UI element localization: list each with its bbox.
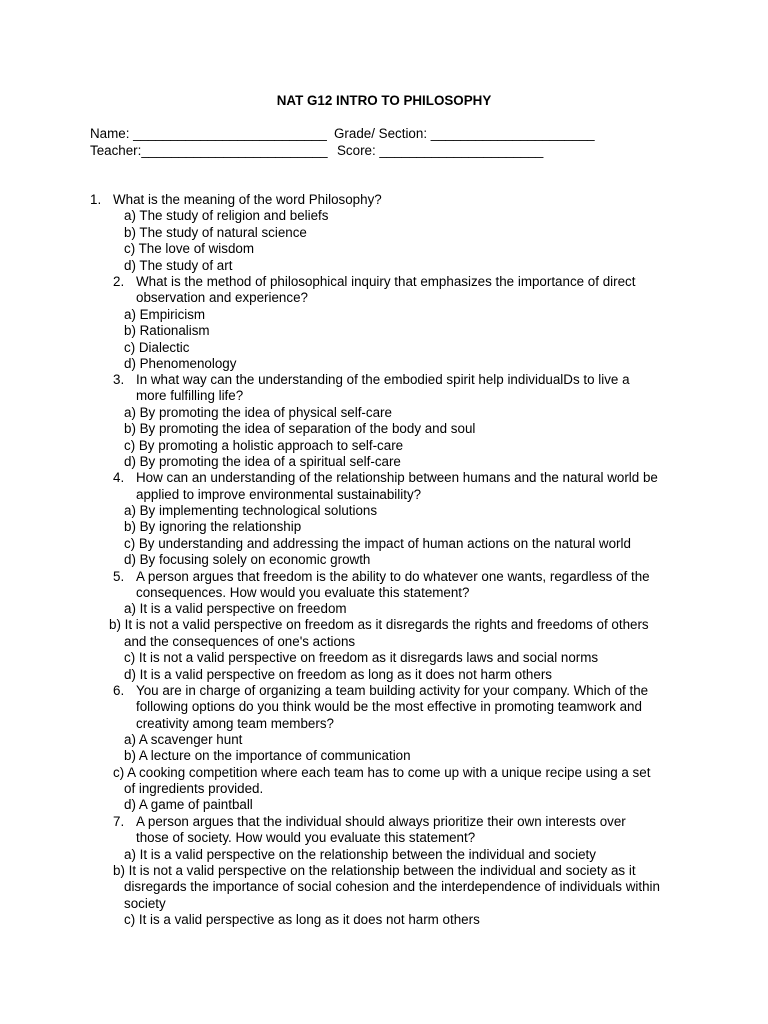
answer-option: d) By focusing solely on economic growth: [124, 552, 371, 567]
answer-option: b) Rationalism: [124, 323, 210, 338]
question-text: creativity among team members?: [136, 716, 334, 731]
answer-option: b) A lecture on the importance of communication: [124, 748, 411, 763]
question-text: How can an understanding of the relationship between humans and the natural world be: [136, 470, 658, 485]
question-number: 5.: [113, 569, 125, 584]
question-number: 7.: [113, 814, 125, 829]
question-text: What is the meaning of the word Philosophy?: [113, 192, 382, 207]
answer-option: d) Phenomenology: [124, 356, 237, 371]
answer-option: c) By understanding and addressing the impact of human actions on the natural world: [124, 536, 631, 551]
question-text: those of society. How would you evaluate this statement?: [136, 830, 476, 845]
answer-option: c) Dialectic: [124, 340, 190, 355]
question-number: 6.: [113, 683, 125, 698]
answer-option: b) The study of natural science: [124, 225, 307, 240]
answer-option: a) Empiricism: [124, 307, 206, 322]
score-field: Score: ______________________: [337, 143, 544, 158]
answer-option: and the consequences of one's actions: [124, 634, 356, 649]
answer-option: d) The study of art: [124, 258, 233, 273]
answer-option: disregards the importance of social cohesion and the interdependence of individuals within: [124, 879, 660, 894]
worksheet-title: NAT G12 INTRO TO PHILOSOPHY: [276, 93, 492, 108]
question-number: 2.: [113, 274, 125, 289]
question-number: 4.: [113, 470, 125, 485]
answer-option: b) It is not a valid perspective on the relationship between the individual and society as it: [113, 863, 636, 878]
answer-option: a) It is a valid perspective on the relationship between the individual and society: [124, 847, 596, 862]
question-text: following options do you think would be the most effective in promoting teamwork and: [136, 699, 642, 714]
question-number: 1.: [90, 192, 102, 207]
answer-option: society: [124, 896, 166, 911]
answer-option: of ingredients provided.: [124, 781, 264, 796]
question-text: A person argues that freedom is the ability to do whatever one wants, regardless of the: [136, 569, 650, 584]
answer-option: c) A cooking competition where each team has to come up with a unique recipe using a set: [113, 765, 651, 780]
answer-option: c) It is not a valid perspective on freedom as it disregards laws and social norms: [124, 650, 599, 665]
question-number: 3.: [113, 372, 125, 387]
question-text: A person argues that the individual should always prioritize their own interests over: [136, 814, 626, 829]
grade-section-field: Grade/ Section: ______________________: [334, 126, 595, 141]
answer-option: d) It is a valid perspective on freedom as long as it does not harm others: [124, 667, 552, 682]
question-text: applied to improve environmental sustainability?: [136, 487, 422, 502]
answer-option: c) The love of wisdom: [124, 241, 254, 256]
question-text: You are in charge of organizing a team building activity for your company. Which of the: [136, 683, 649, 698]
answer-option: a) A scavenger hunt: [124, 732, 243, 747]
question-text: consequences. How would you evaluate this statement?: [136, 585, 470, 600]
answer-option: b) It is not a valid perspective on freedom as it disregards the rights and freedoms of others: [109, 617, 649, 632]
answer-option: a) By promoting the idea of physical self-care: [124, 405, 392, 420]
answer-option: a) It is a valid perspective on freedom: [124, 601, 347, 616]
teacher-field: Teacher:_________________________: [90, 143, 328, 158]
answer-option: d) By promoting the idea of a spiritual self-care: [124, 454, 401, 469]
answer-option: b) By promoting the idea of separation of the body and soul: [124, 421, 476, 436]
question-text: observation and experience?: [136, 290, 308, 305]
answer-option: a) The study of religion and beliefs: [124, 208, 329, 223]
answer-option: d) A game of paintball: [124, 797, 253, 812]
name-field: Name: __________________________: [90, 126, 327, 141]
answer-option: b) By ignoring the relationship: [124, 519, 302, 534]
answer-option: c) It is a valid perspective as long as it does not harm others: [124, 912, 480, 927]
question-text: more fulfilling life?: [136, 388, 244, 403]
question-text: In what way can the understanding of the embodied spirit help individualDs to live a: [136, 372, 630, 387]
answer-option: c) By promoting a holistic approach to self-care: [124, 438, 404, 453]
question-text: What is the method of philosophical inquiry that emphasizes the importance of direct: [136, 274, 636, 289]
answer-option: a) By implementing technological solutions: [124, 503, 378, 518]
